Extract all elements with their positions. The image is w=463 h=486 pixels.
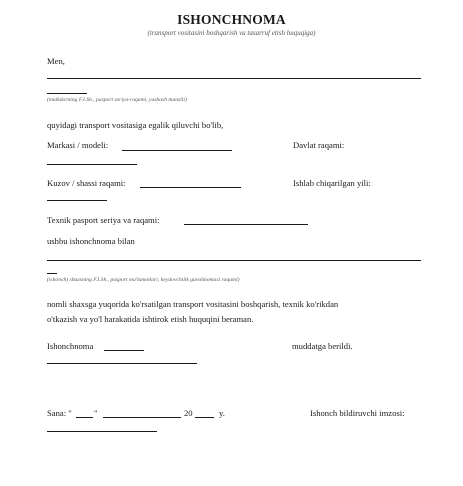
sana-quote: " bbox=[94, 408, 98, 418]
marka-label: Markasi / modeli: bbox=[47, 140, 109, 150]
ownership-text: quyidagi transport vositasiga egalik qiluvchi bo'lib, bbox=[47, 120, 224, 130]
ishlab-field[interactable] bbox=[47, 200, 107, 201]
sana-year-prefix: 20 bbox=[184, 408, 193, 418]
muddat-label: muddatga berildi. bbox=[292, 341, 353, 351]
ushbu-text: ushbu ishonchnoma bilan bbox=[47, 236, 135, 246]
davlat-label: Davlat raqami: bbox=[293, 140, 345, 150]
sana-y: y. bbox=[219, 408, 225, 418]
sana-line[interactable] bbox=[47, 431, 157, 432]
men-label: Men, bbox=[47, 56, 65, 66]
kuzov-label: Kuzov / shassi raqami: bbox=[47, 178, 126, 188]
grantor-hint: (mulkdorning F.I.Sh., pasport seriya-raqami, yashash manzili) bbox=[47, 97, 187, 103]
recipient-line[interactable] bbox=[47, 260, 421, 261]
davlat-field[interactable] bbox=[47, 164, 137, 165]
imzo-label: Ishonch bildiruvchi imzosi: bbox=[310, 408, 405, 418]
texnik-field[interactable] bbox=[184, 224, 308, 225]
grantor-line[interactable] bbox=[47, 78, 421, 79]
recipient-hint: (ishonch) shaxsning F.I.Sh., pasport ma'lumotlari, heydovchilik guvohnomasi raqami) bbox=[47, 277, 240, 283]
ishonchnoma-label: Ishonchnoma bbox=[47, 341, 94, 351]
document-subtitle: (transport vositasini boshqarish va tasarruf etish huquqiga) bbox=[147, 29, 316, 37]
ishlab-label: Ishlab chiqarilgan yili: bbox=[293, 178, 371, 188]
rights-line-2: o'tkazish va yo'l harakatida ishtirok etish huquqini beraman. bbox=[47, 314, 254, 324]
sana-month-field[interactable] bbox=[103, 417, 181, 418]
texnik-label: Texnik pasport seriya va raqami: bbox=[47, 215, 160, 225]
sana-year-field[interactable] bbox=[195, 417, 214, 418]
term-line[interactable] bbox=[47, 363, 197, 364]
rights-line-1: nomli shaxsga yuqorida ko'rsatilgan transport vositasini boshqarish, texnik ko'rikdan bbox=[47, 299, 339, 309]
document-title: ISHONCHNOMA bbox=[177, 12, 286, 27]
recipient-line-2[interactable] bbox=[47, 273, 57, 274]
grantor-line-2[interactable] bbox=[47, 93, 87, 94]
sana-label: Sana: " bbox=[47, 408, 72, 418]
kuzov-field[interactable] bbox=[140, 187, 241, 188]
sana-day-field[interactable] bbox=[76, 417, 93, 418]
ishonchnoma-term-field[interactable] bbox=[104, 350, 144, 351]
marka-field[interactable] bbox=[122, 150, 232, 151]
